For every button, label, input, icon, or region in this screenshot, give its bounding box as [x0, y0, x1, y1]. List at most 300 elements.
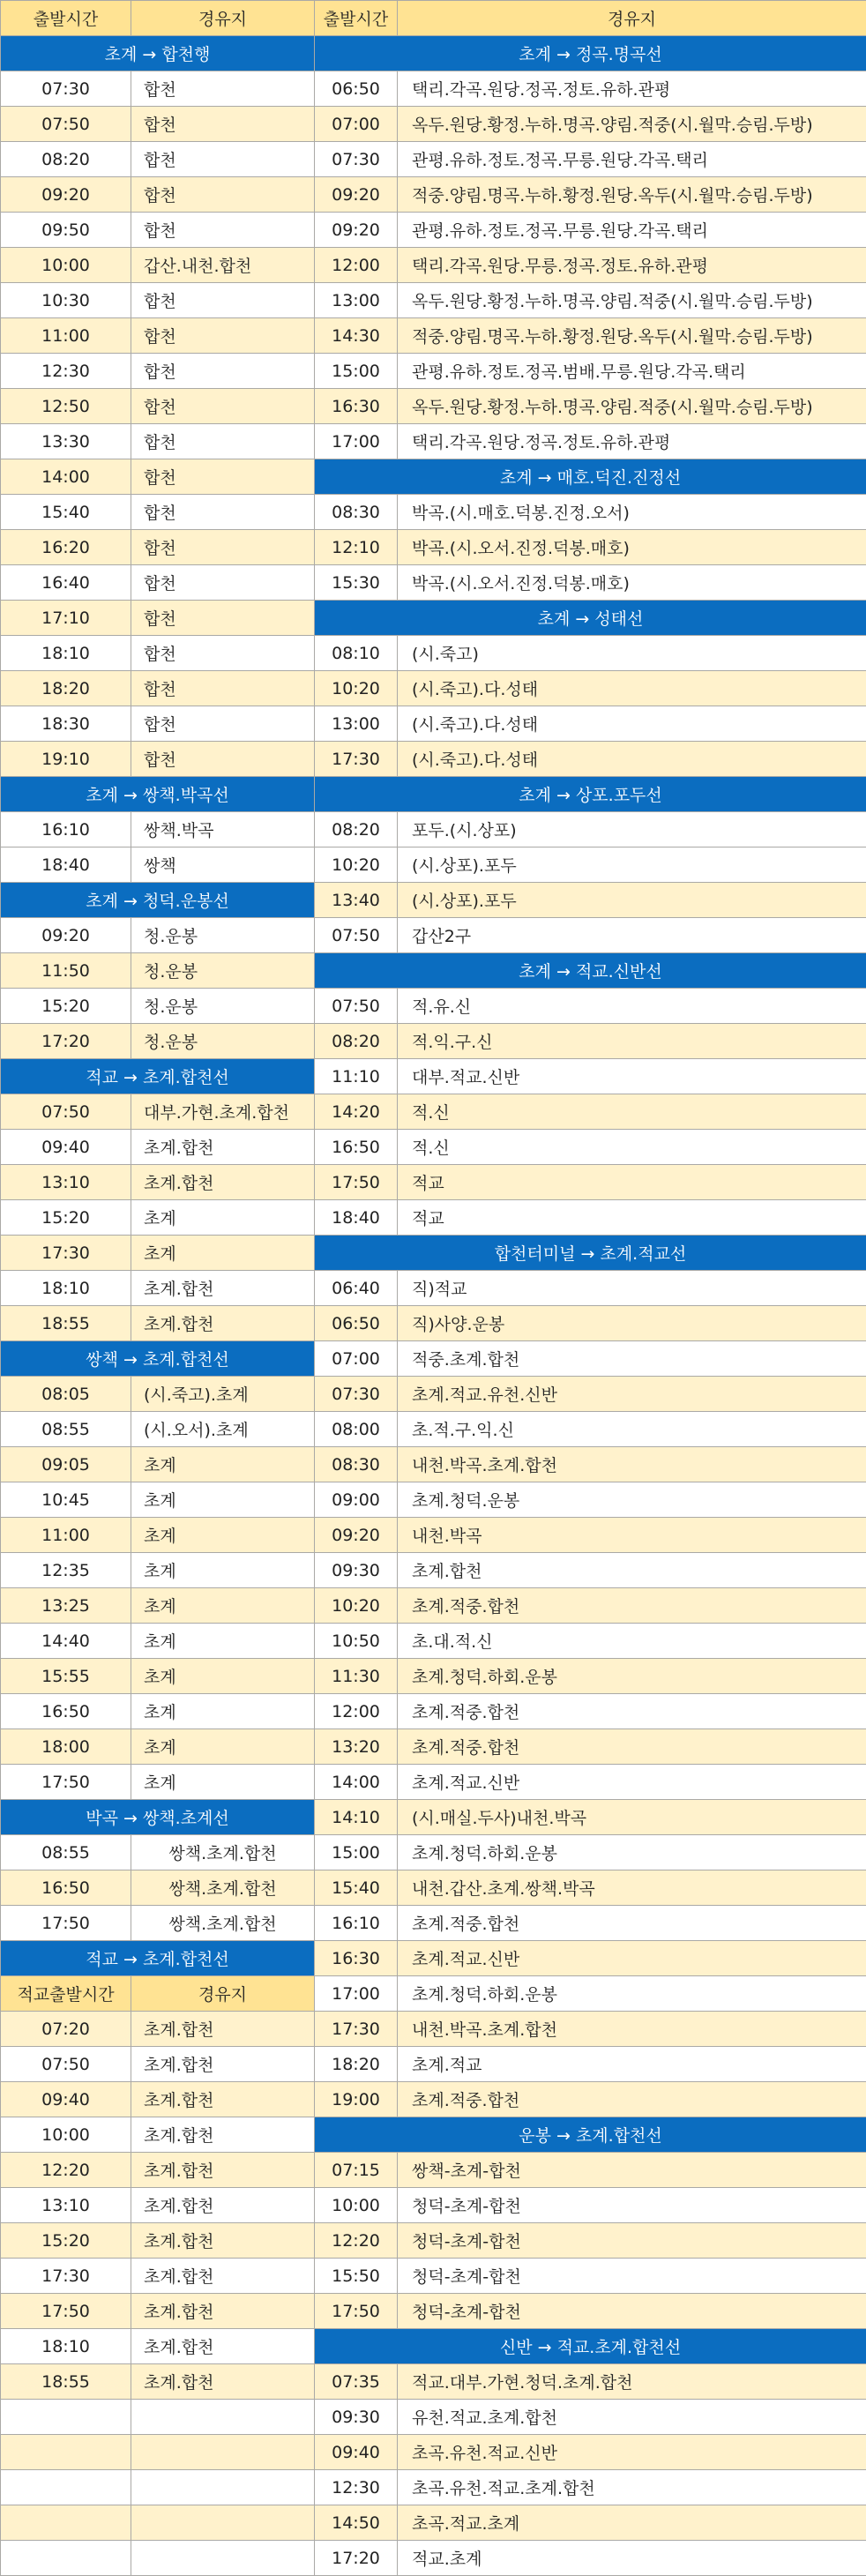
via-cell: 관평.유하.정토.정곡.무릉.원당.각곡.택리: [398, 213, 866, 248]
departure-time-cell: 09:30: [315, 2400, 398, 2435]
via-cell: 합천: [131, 283, 315, 318]
departure-time-cell: 07:50: [1, 107, 131, 142]
via-cell: (시.죽고): [398, 636, 866, 671]
departure-time-cell: 07:00: [315, 1341, 398, 1377]
departure-time-cell: 17:50: [315, 2294, 398, 2329]
table-row: [1, 1412, 866, 1447]
departure-time-cell: 10:20: [315, 847, 398, 883]
departure-time-cell: 09:20: [1, 177, 131, 213]
route-section-header: 초계 → 정곡.명곡선: [315, 36, 866, 71]
departure-time-cell: 10:30: [1, 283, 131, 318]
departure-time-cell: 19:00: [315, 2082, 398, 2117]
table-row: [1, 248, 866, 283]
via-cell: 박곡.(시.매호.덕봉.진정.오서): [398, 495, 866, 530]
via-cell: 초계.적교: [398, 2047, 866, 2082]
departure-time-cell: 13:30: [1, 424, 131, 459]
via-cell: 초계.적중.합천: [398, 1694, 866, 1729]
departure-time-cell: 07:50: [315, 918, 398, 953]
departure-time-cell: [1, 2400, 131, 2435]
departure-time-cell: 14:00: [315, 1765, 398, 1800]
table-row: [1, 1800, 866, 1835]
departure-time-cell: 07:30: [315, 1377, 398, 1412]
via-cell: 합천: [131, 742, 315, 777]
via-cell: 초계.적중.합천: [398, 1588, 866, 1624]
via-cell: 쌍책.초계.합천: [131, 1835, 315, 1870]
departure-time-cell: 09:00: [315, 1482, 398, 1518]
departure-time-cell: 08:10: [315, 636, 398, 671]
table-row: [1, 2188, 866, 2223]
via-cell: 적.익.구.신: [398, 1024, 866, 1059]
departure-time-cell: 08:55: [1, 1412, 131, 1447]
via-cell: (시.죽고).다.성태: [398, 742, 866, 777]
table-row: [1, 847, 866, 883]
departure-time-cell: 13:00: [315, 283, 398, 318]
table-row: [1, 1200, 866, 1236]
table-row: [1, 2259, 866, 2294]
via-cell: 적.신: [398, 1094, 866, 1130]
table-row: [1, 812, 866, 847]
departure-time-cell: 12:00: [315, 1694, 398, 1729]
departure-time-cell: 07:15: [315, 2153, 398, 2188]
table-row: [1, 1729, 866, 1765]
via-cell: 초계: [131, 1236, 315, 1271]
via-cell: 초계: [131, 1729, 315, 1765]
via-cell: 합천: [131, 318, 315, 354]
via-cell: 합천: [131, 213, 315, 248]
departure-time-cell: 18:55: [1, 2364, 131, 2400]
table-row: [1, 213, 866, 248]
via-cell: 초계.합천: [131, 2153, 315, 2188]
table-row: [1, 953, 866, 989]
header-departure-time: 출발시간: [315, 1, 398, 36]
via-cell: 초계.청덕.하회.운봉: [398, 1976, 866, 2012]
table-row: [1, 2435, 866, 2470]
departure-time-cell: 06:40: [315, 1271, 398, 1306]
schedule-body: [1, 36, 866, 2576]
via-cell: 적.유.신: [398, 989, 866, 1024]
departure-time-cell: 11:30: [315, 1659, 398, 1694]
via-cell: 택리.각곡.원당.정곡.정토.유하.관평: [398, 424, 866, 459]
route-section-header: 적교 → 초계.합천선: [1, 1059, 315, 1094]
via-cell: 쌍책.초계.합천: [131, 1906, 315, 1941]
departure-time-cell: 18:10: [1, 1271, 131, 1306]
via-cell: 초계.합천: [131, 2364, 315, 2400]
departure-time-cell: [1, 2470, 131, 2505]
table-row: [1, 2541, 866, 2576]
departure-time-cell: 07:35: [315, 2364, 398, 2400]
table-row: [1, 989, 866, 1024]
via-cell: 옥두.원당.황정.누하.명곡.양림.적중(시.월막.승림.두방): [398, 107, 866, 142]
table-row: [1, 1341, 866, 1377]
via-cell: 초곡.적교.초계: [398, 2505, 866, 2541]
departure-time-cell: 15:20: [1, 2223, 131, 2259]
departure-time-cell: 10:45: [1, 1482, 131, 1518]
table-row: [1, 742, 866, 777]
table-row: [1, 1165, 866, 1200]
via-cell: 합천: [131, 389, 315, 424]
via-cell: 합천: [131, 671, 315, 706]
departure-time-cell: 17:30: [315, 2012, 398, 2047]
departure-time-cell: 13:40: [315, 883, 398, 918]
route-section-header: 쌍책 → 초계.합천선: [1, 1341, 315, 1377]
departure-time-cell: 07:20: [1, 2012, 131, 2047]
via-cell: 내천.박곡.초계.합천: [398, 1447, 866, 1482]
departure-time-cell: 14:50: [315, 2505, 398, 2541]
departure-time-cell: 13:10: [1, 1165, 131, 1200]
via-cell: 초계.합천: [131, 1165, 315, 1200]
departure-time-cell: 11:50: [1, 953, 131, 989]
via-cell: 초계: [131, 1765, 315, 1800]
via-cell: 초.적.구.익.신: [398, 1412, 866, 1447]
table-row: [1, 2294, 866, 2329]
departure-time-cell: 15:00: [315, 354, 398, 389]
via-cell: 초곡.유천.적교.초계.합천: [398, 2470, 866, 2505]
departure-time-cell: 18:00: [1, 1729, 131, 1765]
table-row: [1, 1694, 866, 1729]
table-row: [1, 1588, 866, 1624]
header-row: [1, 1, 866, 36]
via-cell: 초계.합천: [131, 2259, 315, 2294]
departure-time-cell: 11:00: [1, 1518, 131, 1553]
departure-time-cell: 18:40: [315, 1200, 398, 1236]
via-cell: 합천: [131, 177, 315, 213]
header-via: 경유지: [131, 1, 315, 36]
departure-time-cell: 17:20: [315, 2541, 398, 2576]
table-row: [1, 530, 866, 565]
departure-time-cell: 09:40: [1, 2082, 131, 2117]
via-cell: 청.운봉: [131, 918, 315, 953]
table-row: [1, 177, 866, 213]
departure-time-cell: 12:30: [315, 2470, 398, 2505]
via-cell: 초.대.적.신: [398, 1624, 866, 1659]
table-row: [1, 107, 866, 142]
via-cell: 내천.박곡.초계.합천: [398, 2012, 866, 2047]
departure-time-cell: 13:00: [315, 706, 398, 742]
departure-time-cell: 16:30: [315, 389, 398, 424]
sub-header-via: 경유지: [131, 1976, 315, 2012]
via-cell: 포두.(시.상포): [398, 812, 866, 847]
departure-time-cell: 14:30: [315, 318, 398, 354]
departure-time-cell: 16:10: [315, 1906, 398, 1941]
departure-time-cell: 15:55: [1, 1659, 131, 1694]
departure-time-cell: 16:40: [1, 565, 131, 601]
via-cell: 합천: [131, 706, 315, 742]
via-cell: 초계.적중.합천: [398, 1906, 866, 1941]
route-section-header: 초계 → 쌍책.박곡선: [1, 777, 315, 812]
table-row: [1, 36, 866, 71]
via-cell: (시.매실.두사)내천.박곡: [398, 1800, 866, 1835]
route-section-header: 신반 → 적교.초계.합천선: [315, 2329, 866, 2364]
departure-time-cell: 18:40: [1, 847, 131, 883]
departure-time-cell: 14:20: [315, 1094, 398, 1130]
via-cell: (시.죽고).초계: [131, 1377, 315, 1412]
table-row: [1, 1271, 866, 1306]
table-row: [1, 354, 866, 389]
departure-time-cell: 17:50: [315, 1165, 398, 1200]
table-row: [1, 1377, 866, 1412]
via-cell: 청.운봉: [131, 953, 315, 989]
table-row: [1, 2329, 866, 2364]
departure-time-cell: 09:50: [1, 213, 131, 248]
via-cell: 청덕-초계-합천: [398, 2188, 866, 2223]
departure-time-cell: 11:00: [1, 318, 131, 354]
departure-time-cell: 16:20: [1, 530, 131, 565]
departure-time-cell: 17:00: [315, 424, 398, 459]
via-cell: 쌍책: [131, 847, 315, 883]
via-cell: 초계: [131, 1518, 315, 1553]
via-cell: 합천: [131, 495, 315, 530]
via-cell: 초계.합천: [131, 2117, 315, 2153]
departure-time-cell: [1, 2541, 131, 2576]
via-cell: 초계.합천: [131, 2223, 315, 2259]
table-row: [1, 424, 866, 459]
via-cell: 관평.유하.정토.정곡.범배.무릉.원당.각곡.택리: [398, 354, 866, 389]
table-row: [1, 1306, 866, 1341]
departure-time-cell: 16:50: [315, 1130, 398, 1165]
departure-time-cell: 17:10: [1, 601, 131, 636]
via-cell: 적중.양림.명곡.누하.황정.원당.옥두(시.월막.승림.두방): [398, 177, 866, 213]
route-section-header: 초계 → 청덕.운봉선: [1, 883, 315, 918]
departure-time-cell: 12:20: [315, 2223, 398, 2259]
departure-time-cell: 09:40: [1, 1130, 131, 1165]
header-via: 경유지: [398, 1, 866, 36]
route-section-header: 합천터미널 → 초계.적교선: [315, 1236, 866, 1271]
table-row: [1, 636, 866, 671]
via-cell: [131, 2541, 315, 2576]
table-row: [1, 1553, 866, 1588]
departure-time-cell: 12:50: [1, 389, 131, 424]
header-departure-time: 출발시간: [1, 1, 131, 36]
departure-time-cell: 13:25: [1, 1588, 131, 1624]
departure-time-cell: [1, 2505, 131, 2541]
via-cell: 초계.청덕.하회.운봉: [398, 1659, 866, 1694]
table-row: [1, 601, 866, 636]
route-section-header: 초계 → 적교.신반선: [315, 953, 866, 989]
table-row: [1, 1765, 866, 1800]
departure-time-cell: 17:30: [1, 1236, 131, 1271]
via-cell: 택리.각곡.원당.무릉.정곡.정토.유하.관평: [398, 248, 866, 283]
departure-time-cell: 10:20: [315, 1588, 398, 1624]
via-cell: 합천: [131, 530, 315, 565]
table-row: [1, 1518, 866, 1553]
via-cell: 초계: [131, 1200, 315, 1236]
table-row: [1, 883, 866, 918]
via-cell: 합천: [131, 424, 315, 459]
departure-time-cell: 07:50: [1, 2047, 131, 2082]
via-cell: 내천.갑산.초계.쌍책.박곡: [398, 1870, 866, 1906]
via-cell: 관평.유하.정토.정곡.무릉.원당.각곡.택리: [398, 142, 866, 177]
table-row: [1, 459, 866, 495]
departure-time-cell: 06:50: [315, 71, 398, 107]
via-cell: 적.신: [398, 1130, 866, 1165]
via-cell: [131, 2400, 315, 2435]
departure-time-cell: 10:00: [1, 248, 131, 283]
sub-header-departure-time: 적교출발시간: [1, 1976, 131, 2012]
via-cell: [131, 2435, 315, 2470]
route-section-header: 운봉 → 초계.합천선: [315, 2117, 866, 2153]
via-cell: 합천: [131, 459, 315, 495]
via-cell: 청.운봉: [131, 1024, 315, 1059]
departure-time-cell: 18:10: [1, 636, 131, 671]
departure-time-cell: 07:00: [315, 107, 398, 142]
via-cell: 박곡.(시.오서.진정.덕봉.매호): [398, 530, 866, 565]
via-cell: 초계.청덕.하회.운봉: [398, 1835, 866, 1870]
via-cell: 유천.적교.초계.합천: [398, 2400, 866, 2435]
route-section-header: 적교 → 초계.합천선: [1, 1941, 315, 1976]
departure-time-cell: 10:00: [1, 2117, 131, 2153]
table-row: [1, 1059, 866, 1094]
table-row: [1, 777, 866, 812]
route-section-header: 초계 → 매호.덕진.진정선: [315, 459, 866, 495]
via-cell: 대부.가현.초계.합천: [131, 1094, 315, 1130]
route-section-header: 초계 → 합천행: [1, 36, 315, 71]
table-row: [1, 1482, 866, 1518]
table-row: [1, 2117, 866, 2153]
table-row: [1, 2047, 866, 2082]
via-cell: 초계.합천: [131, 1306, 315, 1341]
departure-time-cell: 14:10: [315, 1800, 398, 1835]
departure-time-cell: 07:30: [1, 71, 131, 107]
departure-time-cell: 11:10: [315, 1059, 398, 1094]
departure-time-cell: 06:50: [315, 1306, 398, 1341]
via-cell: 초계.적중.합천: [398, 2082, 866, 2117]
departure-time-cell: 15:40: [1, 495, 131, 530]
departure-time-cell: 10:50: [315, 1624, 398, 1659]
departure-time-cell: 08:55: [1, 1835, 131, 1870]
departure-time-cell: 13:20: [315, 1729, 398, 1765]
via-cell: 청덕-초계-합천: [398, 2294, 866, 2329]
table-row: [1, 2505, 866, 2541]
table-row: [1, 1236, 866, 1271]
via-cell: 초계: [131, 1624, 315, 1659]
table-row: [1, 142, 866, 177]
via-cell: 초계.적교.신반: [398, 1765, 866, 1800]
via-cell: (시.상포).포두: [398, 847, 866, 883]
departure-time-cell: 09:30: [315, 1553, 398, 1588]
departure-time-cell: 08:20: [315, 812, 398, 847]
table-row: [1, 671, 866, 706]
table-row: [1, 1024, 866, 1059]
via-cell: 합천: [131, 142, 315, 177]
via-cell: 직)적교: [398, 1271, 866, 1306]
departure-time-cell: 14:00: [1, 459, 131, 495]
table-row: [1, 1094, 866, 1130]
table-row: [1, 1835, 866, 1870]
via-cell: 초계: [131, 1553, 315, 1588]
departure-time-cell: 17:00: [315, 1976, 398, 2012]
departure-time-cell: 08:20: [315, 1024, 398, 1059]
departure-time-cell: 09:20: [315, 1518, 398, 1553]
via-cell: 초곡.유천.적교.신반: [398, 2435, 866, 2470]
table-row: [1, 1941, 866, 1976]
departure-time-cell: 15:40: [315, 1870, 398, 1906]
table-row: [1, 1906, 866, 1941]
departure-time-cell: 13:10: [1, 2188, 131, 2223]
via-cell: 초계: [131, 1588, 315, 1624]
via-cell: 합천: [131, 71, 315, 107]
route-section-header: 초계 → 상포.포두선: [315, 777, 866, 812]
departure-time-cell: [1, 2435, 131, 2470]
via-cell: 청.운봉: [131, 989, 315, 1024]
table-row: [1, 1447, 866, 1482]
departure-time-cell: 08:00: [315, 1412, 398, 1447]
departure-time-cell: 18:10: [1, 2329, 131, 2364]
via-cell: 갑산.내천.합천: [131, 248, 315, 283]
departure-time-cell: 17:50: [1, 1765, 131, 1800]
via-cell: 초계.합천: [131, 2012, 315, 2047]
via-cell: 초계.합천: [131, 2329, 315, 2364]
departure-time-cell: 14:40: [1, 1624, 131, 1659]
table-row: [1, 283, 866, 318]
via-cell: 초계.적교.신반: [398, 1941, 866, 1976]
departure-time-cell: 12:20: [1, 2153, 131, 2188]
via-cell: 적교.초계: [398, 2541, 866, 2576]
via-cell: (시.죽고).다.성태: [398, 671, 866, 706]
via-cell: 초계.적교.유천.신반: [398, 1377, 866, 1412]
table-row: [1, 565, 866, 601]
table-row: [1, 2012, 866, 2047]
via-cell: (시.죽고).다.성태: [398, 706, 866, 742]
departure-time-cell: 12:30: [1, 354, 131, 389]
departure-time-cell: 07:30: [315, 142, 398, 177]
departure-time-cell: 18:30: [1, 706, 131, 742]
via-cell: 합천: [131, 354, 315, 389]
departure-time-cell: 17:50: [1, 1906, 131, 1941]
table-row: [1, 2470, 866, 2505]
via-cell: 내천.박곡: [398, 1518, 866, 1553]
departure-time-cell: 08:05: [1, 1377, 131, 1412]
via-cell: 적교.대부.가현.청덕.초계.합천: [398, 2364, 866, 2400]
via-cell: [131, 2505, 315, 2541]
via-cell: 합천: [131, 565, 315, 601]
departure-time-cell: 18:55: [1, 1306, 131, 1341]
table-row: [1, 918, 866, 953]
via-cell: 초계.적중.합천: [398, 1729, 866, 1765]
departure-time-cell: 16:50: [1, 1870, 131, 1906]
via-cell: 적중.양림.명곡.누하.황정.원당.옥두(시.월막.승림.두방): [398, 318, 866, 354]
departure-time-cell: 08:30: [315, 495, 398, 530]
via-cell: 옥두.원당.황정.누하.명곡.양림.적중(시.월막.승림.두방): [398, 389, 866, 424]
departure-time-cell: 15:20: [1, 1200, 131, 1236]
departure-time-cell: 19:10: [1, 742, 131, 777]
via-cell: 합천: [131, 601, 315, 636]
table-row: [1, 706, 866, 742]
departure-time-cell: 18:20: [315, 2047, 398, 2082]
via-cell: 쌍책.초계.합천: [131, 1870, 315, 1906]
table-row: [1, 389, 866, 424]
via-cell: 초계.합천: [131, 2188, 315, 2223]
departure-time-cell: 07:50: [1, 1094, 131, 1130]
via-cell: 옥두.원당.황정.누하.명곡.양림.적중(시.월막.승림.두방): [398, 283, 866, 318]
via-cell: 적중.초계.합천: [398, 1341, 866, 1377]
table-row: [1, 1659, 866, 1694]
via-cell: 적교: [398, 1200, 866, 1236]
departure-time-cell: 12:35: [1, 1553, 131, 1588]
departure-time-cell: 10:20: [315, 671, 398, 706]
via-cell: (시.상포).포두: [398, 883, 866, 918]
departure-time-cell: 17:30: [1, 2259, 131, 2294]
departure-time-cell: 15:30: [315, 565, 398, 601]
via-cell: 직)사양.운봉: [398, 1306, 866, 1341]
departure-time-cell: 18:20: [1, 671, 131, 706]
departure-time-cell: 17:50: [1, 2294, 131, 2329]
route-section-header: 초계 → 성태선: [315, 601, 866, 636]
departure-time-cell: 15:20: [1, 989, 131, 1024]
table-row: [1, 2400, 866, 2435]
departure-time-cell: 16:50: [1, 1694, 131, 1729]
table-row: [1, 2082, 866, 2117]
via-cell: 합천: [131, 107, 315, 142]
